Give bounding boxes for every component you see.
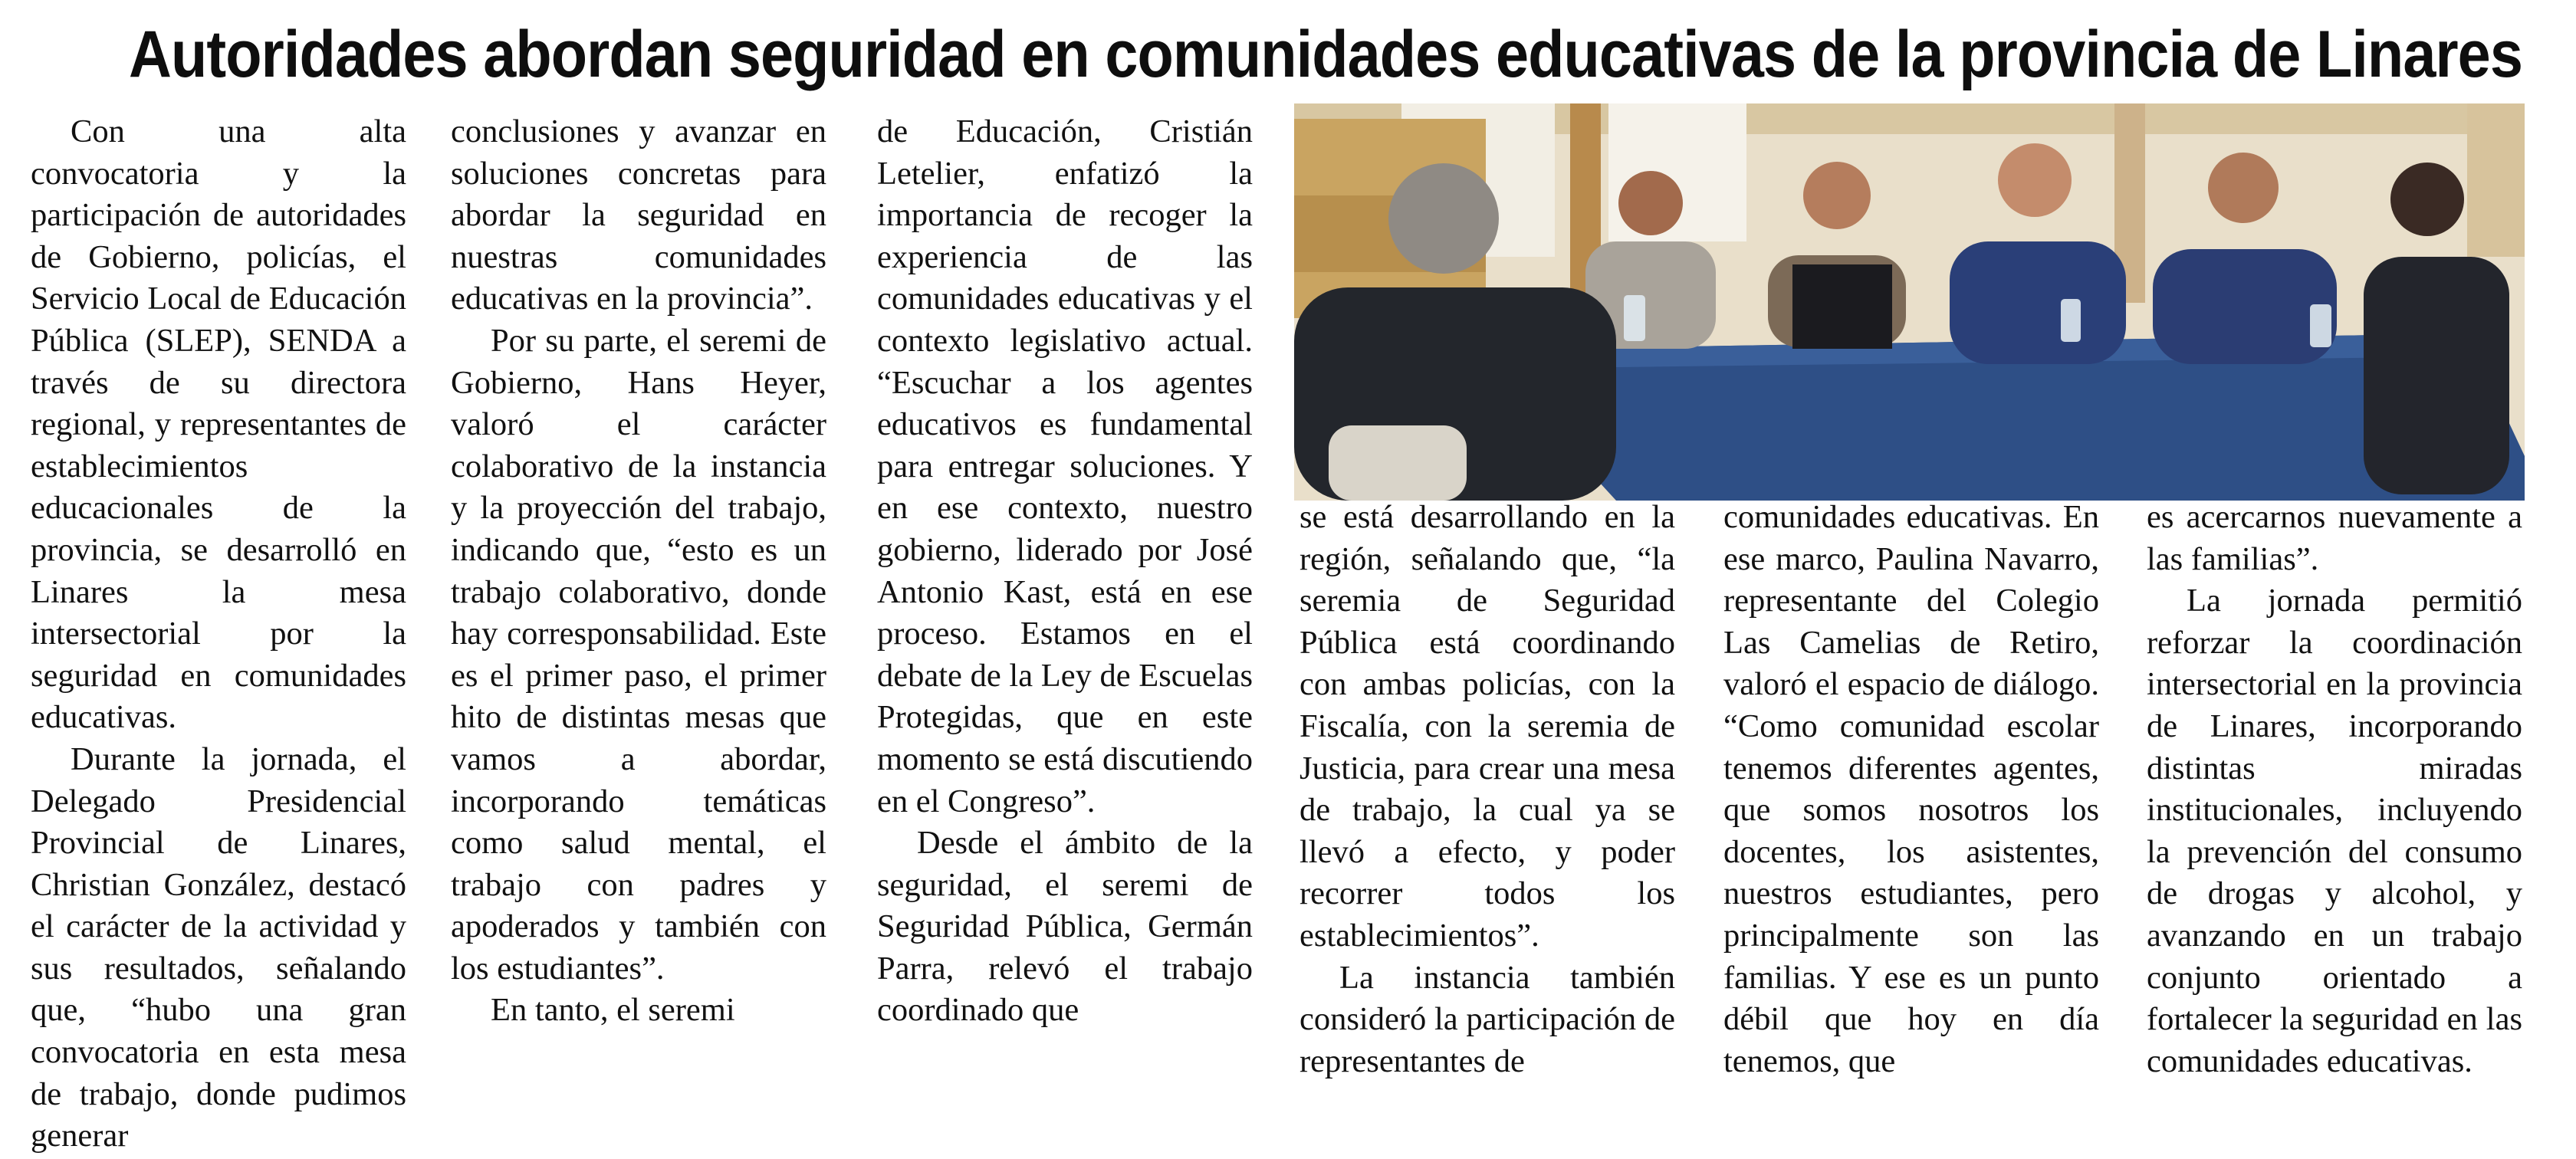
paragraph: Por su parte, el seremi de Gobierno, Hans Heyer, valoró el carácter colaborativo de la instancia y la proyección del trabajo, indicando que, “esto es un trabajo colaborativo, donde hay corresponsabilidad. Este es el primer paso, el primer hito de distintas mesas que vamos a abordar, incorporando temáticas como salud mental, el trabajo con padres y apoderados y también con los estudiantes”. [451, 322, 826, 987]
paragraph: La instancia también consideró la participación de representantes de [1300, 959, 1675, 1079]
paragraph: de Educación, Cristián Letelier, enfatizó la importancia de recoger la experiencia de las comunidades educativas y el contexto legislativo actual. “Escuchar a los agentes educativos es fundamental para entregar soluciones. Y en ese contexto, nuestro gobierno, liderado por José Antonio Kast, está en ese proceso. Estamos en el debate de la Ley de Escuelas Protegidas, que en este momento se está discutiendo en el Congreso”. [877, 113, 1253, 819]
article-column-2 [451, 111, 826, 1032]
paragraph: es acercarnos nuevamente a las familias”. [2147, 499, 2522, 577]
article-column-5 [1723, 497, 2099, 1082]
article-photo [1294, 103, 2525, 501]
article-column-3 [877, 111, 1253, 1032]
paragraph: conclusiones y avanzar en soluciones concretas para abordar la seguridad en nuestras comunidades educativas en la provincia”. [451, 113, 826, 317]
paragraph: Durante la jornada, el Delegado Presidencial Provincial de Linares, Christian González, destacó el carácter de la actividad y sus resultados, señalando que, “hubo una gran convocatoria en esta mesa de trabajo, donde pudimos generar [31, 740, 406, 1154]
article-column-4 [1300, 497, 1675, 1082]
paragraph: Desde el ámbito de la seguridad, el seremi de Seguridad Pública, Germán Parra, relevó el trabajo coordinado que [877, 825, 1253, 1029]
paragraph: En tanto, el seremi [491, 992, 735, 1029]
paragraph: comunidades educativas. En ese marco, Paulina Navarro, representante del Colegio Las Camelias de Retiro, valoró el espacio de diálogo. “Como comunidad escolar tenemos diferentes agentes, que somos nosotros los docentes, los asistentes, nuestros estudiantes, pero principalmente son las familias. Y ese es un punto débil que hoy en día tenemos, que [1723, 499, 2099, 1079]
paragraph: se está desarrollando en la región, señalando que, “la seremia de Seguridad Pública está coordinando con ambas policías, con la Fiscalía, con la seremia de Justicia, para crear una mesa de trabajo, la cual ya se llevó a efecto, y poder recorrer todos los establecimientos”. [1300, 499, 1675, 954]
paragraph: Con una alta convocatoria y la participación de autoridades de Gobierno, policías, el Servicio Local de Educación Pública (SLEP), SENDA a través de su directora regional, y representantes de establecimientos educacionales de la provincia, se desarrolló en Linares la mesa intersectorial por la seguridad en comunidades educativas. [31, 113, 406, 736]
paragraph: La jornada permitió reforzar la coordinación intersectorial en la provincia de Linares, incorporando distintas miradas institucionales, incluyendo la prevención del consumo de drogas y alcohol, y avanzando en un trabajo conjunto orientado a fortalecer la seguridad en las comunidades educativas. [2147, 583, 2522, 1079]
article-column-1 [31, 111, 406, 1157]
article-headline: Autoridades abordan seguridad en comunidades educativas de la provincia de Linares [129, 18, 2522, 91]
article-column-6 [2147, 497, 2522, 1082]
